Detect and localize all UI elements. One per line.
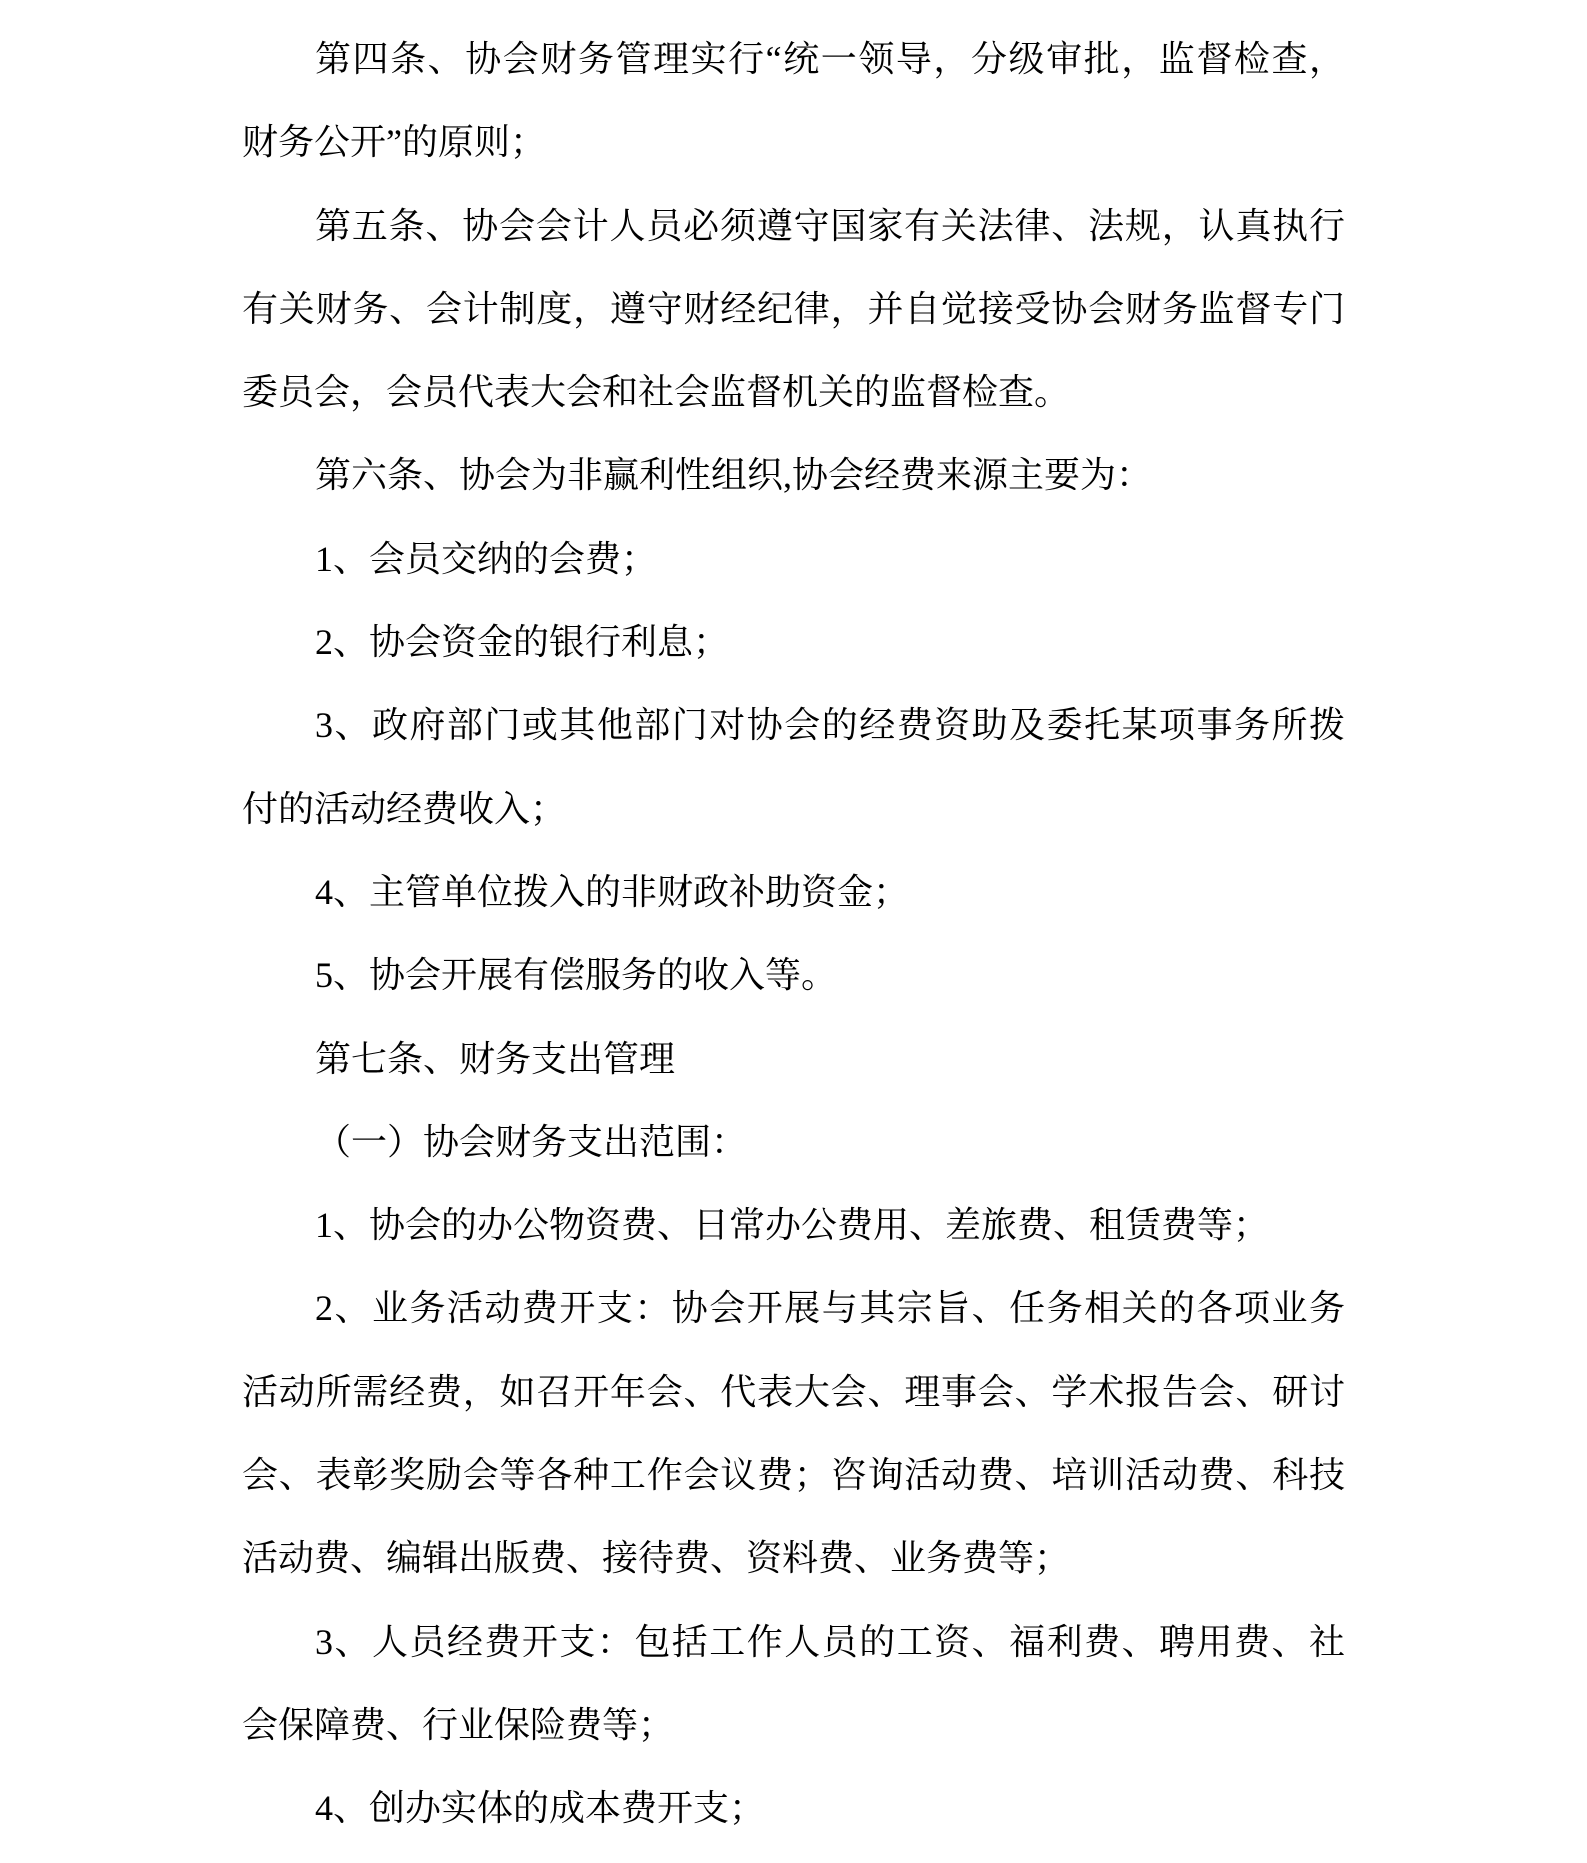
text-line: 2、协会资金的银行利息； bbox=[315, 622, 730, 663]
text-line: 会保障费、行业保险费等； bbox=[242, 1704, 675, 1745]
text-line: 付的活动经费收入； bbox=[242, 788, 567, 829]
text-line: 3、政府部门或其他部门对协会的经费资助及委托某项事务所拨 bbox=[315, 705, 1345, 746]
text-line: 活动所需经费，如召开年会、代表大会、理事会、学术报告会、研讨 bbox=[242, 1371, 1345, 1412]
text-line: （一）协会财务支出范围： bbox=[315, 1121, 748, 1162]
text-line: 财务公开”的原则； bbox=[242, 122, 546, 163]
text-line: 第五条、协会会计人员必须遵守国家有关法律、法规，认真执行 bbox=[315, 205, 1345, 246]
text-line: 会、表彰奖励会等各种工作会议费；咨询活动费、培训活动费、科技 bbox=[242, 1455, 1345, 1496]
text-line: 5、协会开展有偿服务的收入等。 bbox=[315, 955, 838, 996]
text-line: 第六条、协会为非赢利性组织,协会经费来源主要为： bbox=[315, 455, 1153, 496]
text-line: 4、主管单位拨入的非财政补助资金； bbox=[315, 871, 910, 912]
text-line: 第七条、财务支出管理 bbox=[315, 1038, 676, 1079]
text-line: 1、协会的办公物资费、日常办公费用、差旅费、租赁费等； bbox=[315, 1205, 1270, 1246]
text-line: 1、会员交纳的会费； bbox=[315, 538, 658, 579]
text-line: 第四条、协会财务管理实行“统一领导，分级审批，监督检查， bbox=[315, 39, 1345, 79]
text-line: 3、人员经费开支：包括工作人员的工资、福利费、聘用费、社 bbox=[315, 1621, 1345, 1662]
text-line: 2、业务活动费开支：协会开展与其宗旨、任务相关的各项业务 bbox=[315, 1288, 1345, 1329]
text-line: 有关财务、会计制度，遵守财经纪律，并自觉接受协会财务监督专门 bbox=[242, 288, 1345, 329]
text-line: 活动费、编辑出版费、接待费、资料费、业务费等； bbox=[242, 1538, 1071, 1579]
text-line: 委员会，会员代表大会和社会监督机关的监督检查。 bbox=[242, 372, 1071, 413]
document-text-block bbox=[242, 18, 1345, 1851]
text-line: 4、创办实体的成本费开支； bbox=[315, 1788, 766, 1829]
